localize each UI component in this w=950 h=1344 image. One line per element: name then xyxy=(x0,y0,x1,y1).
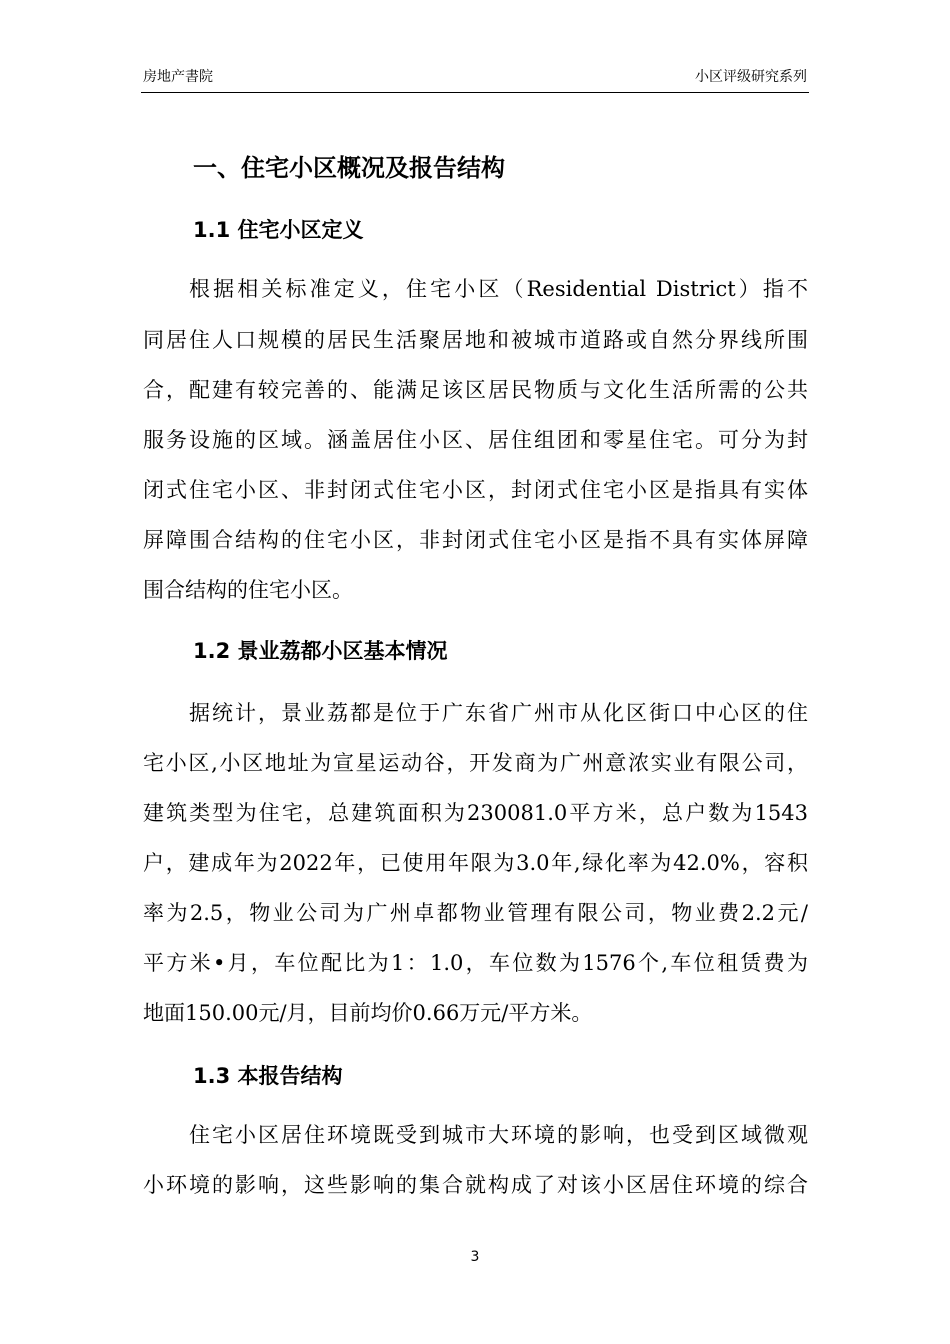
paragraph-line: 屏障围合结构的住宅小区，非封闭式住宅小区是指不具有实体屏障 xyxy=(143,528,808,552)
header-divider xyxy=(141,92,809,93)
paragraph-line: 同居住人口规模的居民生活聚居地和被城市道路或自然分界线所围 xyxy=(143,328,808,352)
paragraph-line: 根据相关标准定义，住宅小区（Residential District）指不 xyxy=(189,277,808,301)
header-publisher: 房地产書院 xyxy=(143,69,213,85)
paragraph-line: 率为2.5，物业公司为广州卓都物业管理有限公司，物业费2.2元/ xyxy=(143,901,808,925)
paragraph-line: 地面150.00元/月，目前均价0.66万元/平方米。 xyxy=(143,1001,593,1025)
paragraph-line: 住宅小区居住环境既受到城市大环境的影响，也受到区域微观 xyxy=(189,1123,808,1147)
page-number: 3 xyxy=(470,1249,480,1265)
paragraph-line: 平方米•月，车位配比为1：1.0，车位数为1576个,车位租赁费为 xyxy=(143,951,808,975)
paragraph-line: 小环境的影响，这些影响的集合就构成了对该小区居住环境的综合 xyxy=(143,1173,808,1197)
paragraph-line: 围合结构的住宅小区。 xyxy=(143,578,353,602)
section-heading-1-3: 1.3 本报告结构 xyxy=(193,1064,343,1088)
paragraph-line: 建筑类型为住宅，总建筑面积为230081.0平方米，总户数为1543 xyxy=(143,801,808,825)
paragraph-line: 服务设施的区域。涵盖居住小区、居住组团和零星住宅。可分为封 xyxy=(143,428,808,452)
section-heading-1-2: 1.2 景业荔都小区基本情况 xyxy=(193,639,448,663)
section-heading-1-1: 1.1 住宅小区定义 xyxy=(193,218,364,242)
paragraph-line: 闭式住宅小区、非封闭式住宅小区，封闭式住宅小区是指具有实体 xyxy=(143,478,808,502)
header-series: 小区评级研究系列 xyxy=(695,69,807,85)
paragraph-line: 据统计，景业荔都是位于广东省广州市从化区街口中心区的住 xyxy=(189,701,808,725)
chapter-title: 一、住宅小区概况及报告结构 xyxy=(193,154,505,182)
paragraph-line: 宅小区,小区地址为宣星运动谷，开发商为广州意浓实业有限公司， xyxy=(143,751,808,775)
paragraph-line: 合，配建有较完善的、能满足该区居民物质与文化生活所需的公共 xyxy=(143,378,808,402)
paragraph-line: 户，建成年为2022年，已使用年限为3.0年,绿化率为42.0%，容积 xyxy=(143,851,808,875)
